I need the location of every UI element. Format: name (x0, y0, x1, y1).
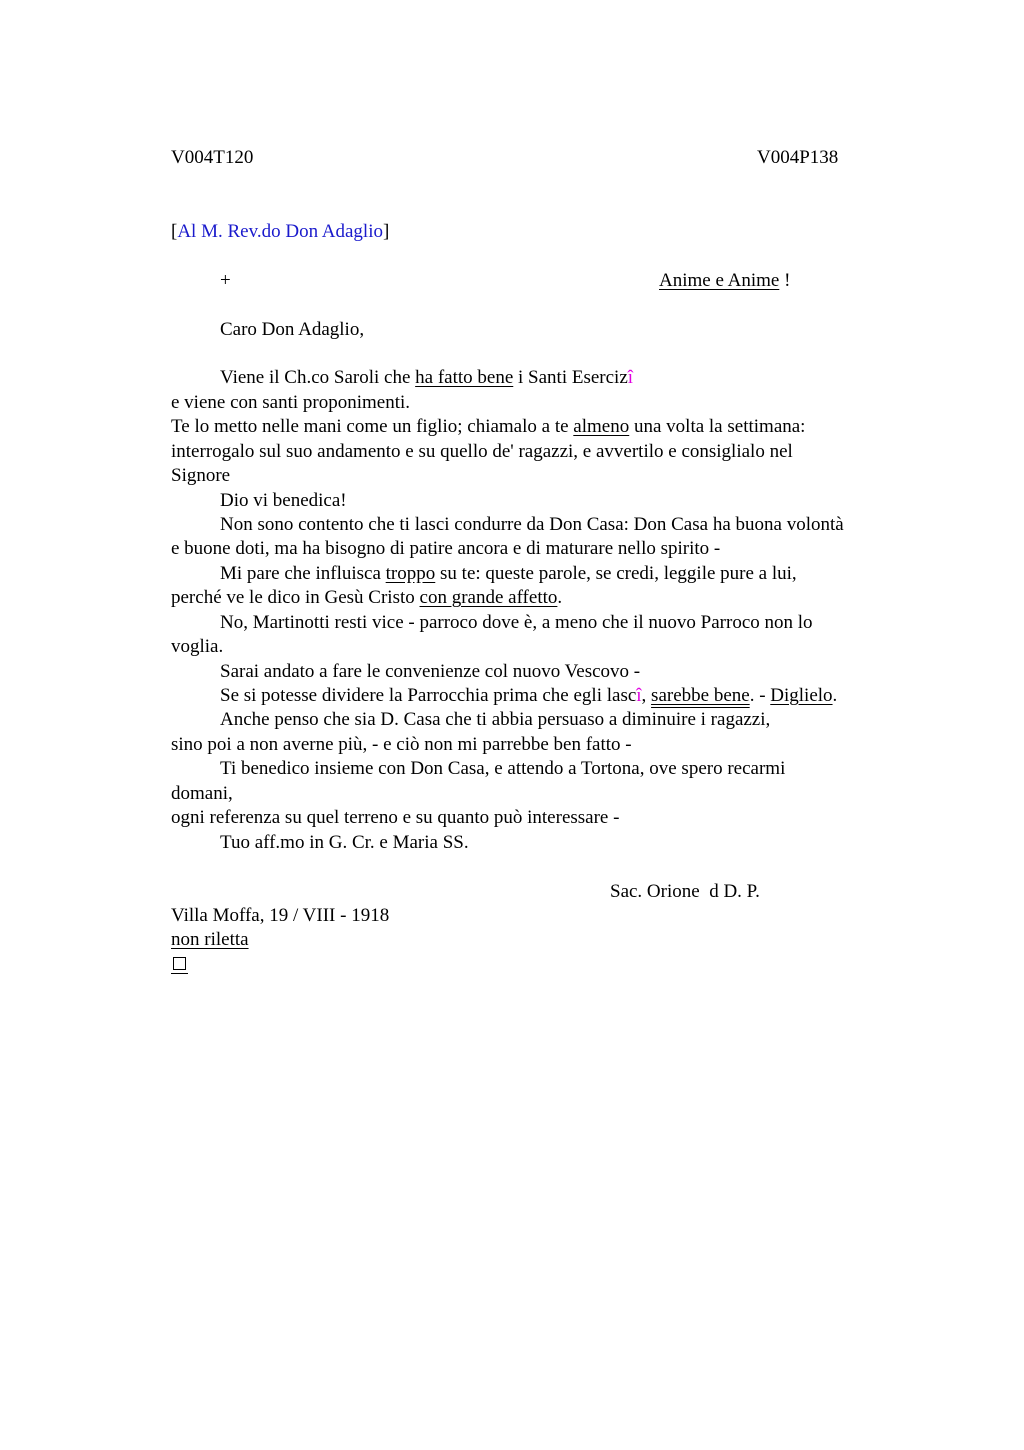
body-line-11: No, Martinotti resti vice - parroco dove è, a meno che il nuovo Parroco non lo (220, 612, 813, 633)
body-line-17: Ti benedico insieme con Don Casa, e attendo a Tortona, ove spero recarmi (220, 758, 786, 779)
body-line-16: sino poi a non averne più, - e ciò non mi parrebbe ben fatto - (171, 734, 632, 755)
motto (659, 269, 790, 293)
motto-text: Anime e Anime (659, 270, 780, 291)
editorial-mark: î (636, 685, 642, 706)
signature: Sac. Orione d D. P. (610, 881, 760, 902)
body-line-20: Tuo aff.mo in G. Cr. e Maria SS. (220, 832, 469, 853)
body-line-1: Viene il Ch.co Saroli che ha fatto bene i Santi Esercizî (220, 367, 634, 388)
checkbox-underline (171, 973, 188, 974)
body-line-12: voglia. (171, 636, 224, 657)
note-not-reread: non riletta (171, 929, 249, 950)
body-line-10: perché ve le dico in Gesù Cristo con grande affetto. (171, 587, 563, 608)
body-line-19: ogni referenza su quel terreno e su quanto può interessare - (171, 807, 620, 828)
checkbox-symbol (173, 957, 186, 970)
body-line-15: Anche penso che sia D. Casa che ti abbia persuaso a diminuire i ragazzi, (220, 709, 771, 730)
editorial-mark: î (627, 367, 634, 388)
document-code-left: V004T120 (171, 147, 254, 168)
bracket-open: [ (171, 221, 178, 242)
body-line-2: e viene con santi proponimenti. (171, 392, 411, 413)
body-line-4: interrogalo sul suo andamento e su quello de' ragazzi, e avvertilo e consiglialo nel (171, 441, 793, 462)
place-date: Villa Moffa, 19 / VIII - 1918 (171, 905, 390, 926)
address-line (171, 220, 389, 244)
body-line-13: Sarai andato a fare le convenienze col nuovo Vescovo - (220, 661, 641, 682)
body-line-14: Se si potesse dividere la Parrocchia prima che egli lascî, sarebbe bene. - Diglielo. (220, 685, 838, 706)
cross-symbol: + (220, 270, 231, 291)
motto-suffix: ! (779, 270, 791, 291)
document-code-right: V004P138 (757, 147, 839, 168)
bracket-close: ] (382, 221, 390, 242)
body-line-5: Signore (171, 465, 231, 486)
body-line-9: Mi pare che influisca troppo su te: queste parole, se credi, leggile pure a lui, (220, 563, 797, 584)
recipient-address: Al M. Rev.do Don Adaglio (177, 221, 383, 242)
body-line-3: Te lo metto nelle mani come un figlio; chiamalo a te almeno una volta la settimana: (171, 416, 806, 437)
salutation: Caro Don Adaglio, (220, 319, 365, 340)
body-line-6: Dio vi benedica! (220, 490, 347, 511)
body-line-7: Non sono contento che ti lasci condurre da Don Casa: Don Casa ha buona volontà (220, 514, 844, 535)
body-line-8: e buone doti, ma ha bisogno di patire ancora e di maturare nello spirito - (171, 538, 721, 559)
body-line-18: domani, (171, 783, 233, 804)
